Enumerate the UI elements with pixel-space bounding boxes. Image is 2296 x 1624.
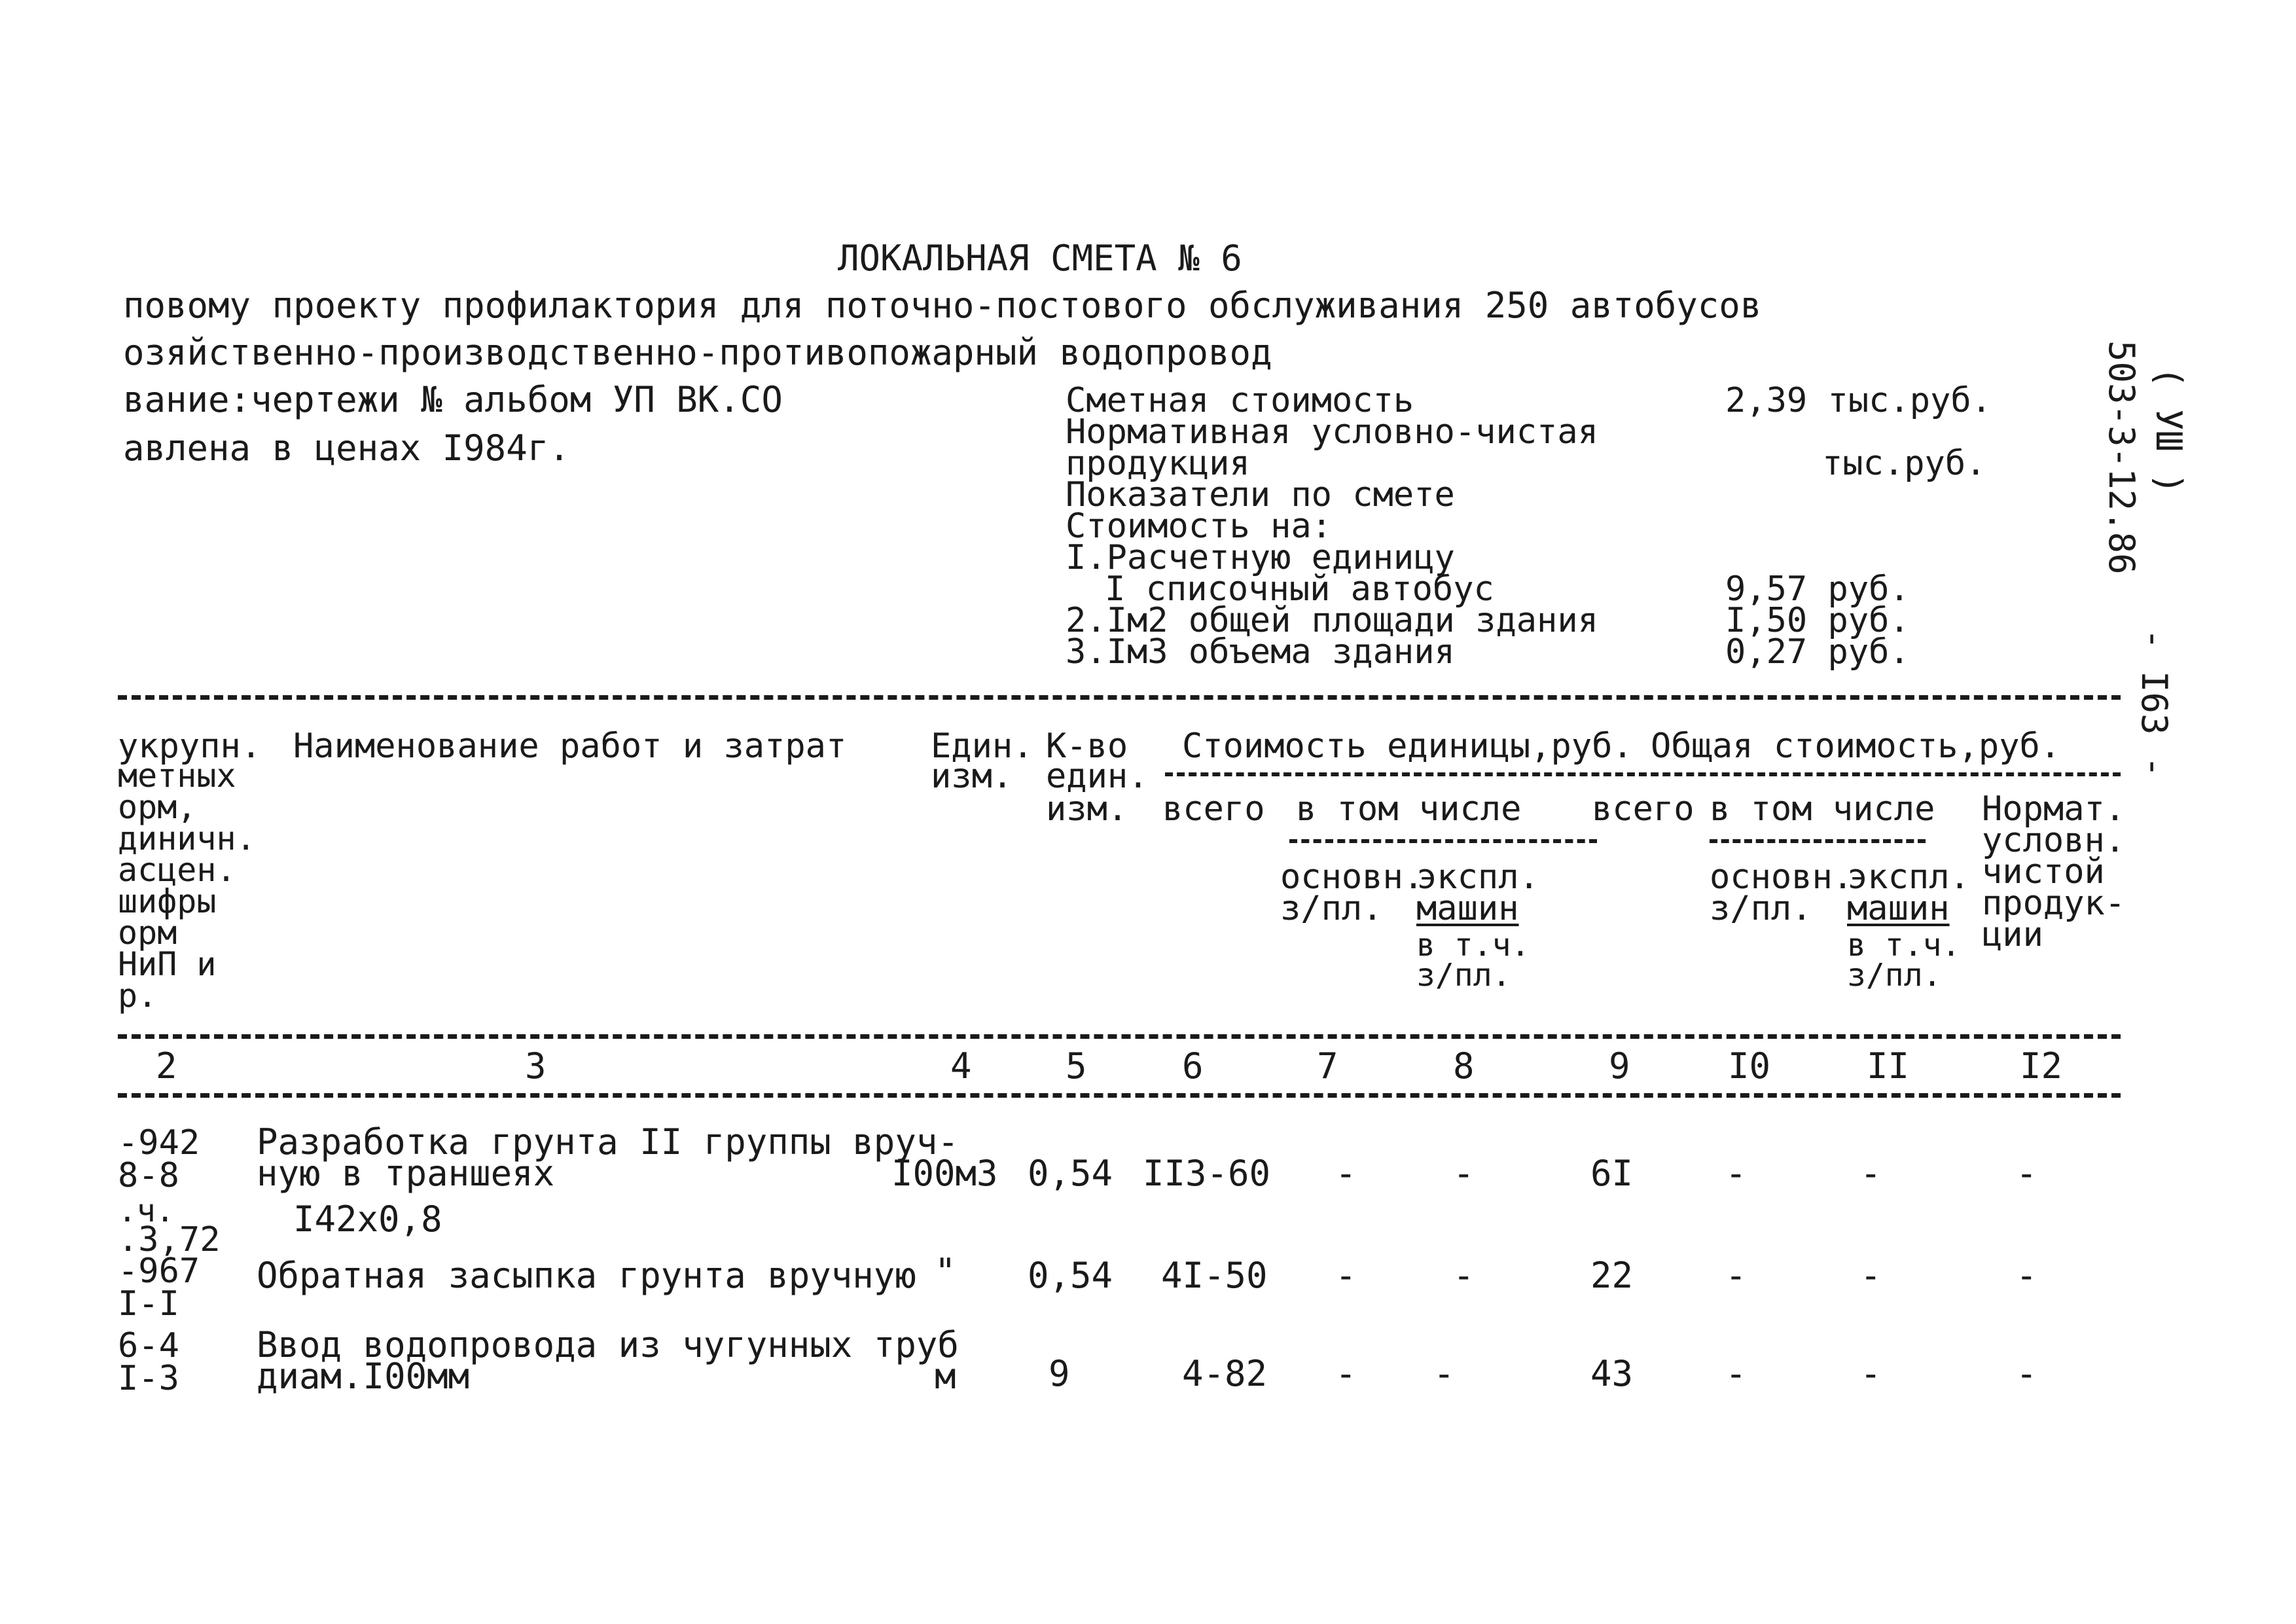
- row-total-basic: -: [1725, 1153, 1747, 1194]
- unit1-label: I.Расчетную единицу: [1066, 538, 1455, 577]
- cost-label: Сметная стоимость: [1066, 381, 1414, 420]
- row-unit-total: 4-82: [1182, 1353, 1268, 1394]
- row-qty: 0,54: [1028, 1255, 1113, 1296]
- norm-label-2: продукция: [1066, 444, 1250, 483]
- row-unit-basic: -: [1335, 1255, 1357, 1296]
- col2-line: р.: [118, 977, 158, 1015]
- row-total: 43: [1590, 1353, 1634, 1394]
- unit-basic-header-b: з/пл.: [1280, 889, 1383, 928]
- col2-line: орм: [118, 914, 177, 952]
- row-code-line: 6-4: [118, 1326, 179, 1365]
- page-number: - I63 -: [2134, 628, 2175, 778]
- row-name-line: ную в траншеях: [257, 1153, 555, 1194]
- column-number: 2: [156, 1045, 177, 1087]
- unit-cost-header: Стоимость единицы,руб.: [1182, 727, 1633, 766]
- norm-label-1: Нормативная условно-чистая: [1066, 412, 1598, 452]
- row-norm: -: [2016, 1255, 2037, 1296]
- total-cost-header: Общая стоимость,руб.: [1651, 727, 2061, 766]
- norm-header-line: условн.: [1982, 821, 2126, 860]
- object-description: озяйственно-производственно-противопожарный водопровод: [123, 332, 1272, 373]
- unit1-value: 9,57 руб.: [1725, 569, 1910, 609]
- total-basic-header-b: з/пл.: [1710, 889, 1812, 928]
- column-number: 4: [950, 1045, 972, 1087]
- unit3-value: 0,27 руб.: [1725, 632, 1910, 672]
- row-unit-expl: -: [1453, 1153, 1475, 1194]
- unit-expl-header-d: з/пл.: [1416, 957, 1511, 994]
- row-code-line: -967: [118, 1252, 200, 1291]
- col2-line: НиП и: [118, 945, 217, 983]
- row-name-line: Обратная засыпка грунта вручную: [257, 1255, 916, 1296]
- total-expl-header-b: машин: [1847, 889, 1950, 928]
- total-basic-header-a: основн.: [1710, 857, 1854, 897]
- norm-header-line: Нормат.: [1982, 789, 2126, 829]
- col2-line: укрупн.: [118, 727, 262, 766]
- indicators-label: Показатели по смете: [1066, 475, 1455, 514]
- norm-header-line: ции: [1982, 915, 2043, 954]
- unit-basic-header-a: основн.: [1280, 857, 1424, 897]
- row-unit-basic: -: [1335, 1153, 1357, 1194]
- column-number: I2: [2020, 1045, 2063, 1087]
- col2-line: диничн.: [118, 820, 256, 857]
- cost-group-rule: [1165, 772, 2121, 776]
- row-unit: м: [935, 1356, 956, 1397]
- row-total: 22: [1590, 1255, 1634, 1296]
- column-number: 5: [1066, 1045, 1087, 1087]
- col5-header-a: К-во: [1046, 727, 1128, 766]
- total-incl-header: в том числе: [1710, 789, 1935, 829]
- row-total-expl: -: [1860, 1255, 1882, 1296]
- total-incl-rule: [1710, 839, 1926, 843]
- unit-expl-header-b: машин: [1416, 889, 1519, 928]
- column-number: 6: [1182, 1045, 1204, 1087]
- row-name-line: Разработка грунта II группы вруч-: [257, 1121, 959, 1163]
- norm-header-line: чистой: [1982, 852, 2105, 892]
- row-name-extra: I42х0,8: [293, 1199, 442, 1240]
- norm-value: тыс.руб.: [1822, 444, 1986, 483]
- col5-header-b: един.: [1046, 757, 1149, 796]
- row-code-line: .ч.: [118, 1193, 175, 1229]
- row-name-line: диам.I00мм: [257, 1356, 470, 1397]
- row-qty: 9: [1049, 1353, 1070, 1394]
- column-number: 8: [1453, 1045, 1475, 1087]
- col2-line: шифры: [118, 882, 217, 920]
- column-numbers-rule: [118, 1093, 2121, 1098]
- row-unit: I00м3: [891, 1153, 998, 1194]
- row-unit: ": [935, 1251, 956, 1292]
- basis-line: вание:чертежи № альбом УП ВК.СО: [123, 379, 783, 420]
- price-level-line: авлена в ценах I984г.: [123, 427, 570, 469]
- project-code: ( УШ ): [2148, 367, 2189, 495]
- row-unit-expl: -: [1453, 1255, 1475, 1296]
- row-total-expl: -: [1860, 1153, 1882, 1194]
- row-code-line: I-3: [118, 1359, 179, 1398]
- row-total-basic: -: [1725, 1353, 1747, 1394]
- total-total-header: всего: [1592, 789, 1695, 829]
- table-top-rule: [118, 695, 2121, 700]
- cost-per-label: Стоимость на:: [1066, 507, 1332, 546]
- total-expl-header-d: з/пл.: [1847, 957, 1942, 994]
- unit-total-header: всего: [1162, 789, 1265, 829]
- unit-incl-header: в том числе: [1296, 789, 1522, 829]
- unit2-label: 2.Iм2 общей площади здания: [1066, 601, 1598, 640]
- row-unit-basic: -: [1335, 1353, 1357, 1394]
- row-total-basic: -: [1725, 1255, 1747, 1296]
- row-unit-total: 4I-50: [1161, 1255, 1268, 1296]
- unit-expl-header-c: в т.ч.: [1416, 927, 1530, 964]
- total-expl-header-a: экспл.: [1847, 857, 1970, 897]
- unit1-sublabel: I списочный автобус: [1105, 569, 1494, 609]
- row-unit-expl: -: [1433, 1353, 1455, 1394]
- col5-header-c: изм.: [1046, 789, 1128, 829]
- row-code-line: .3,72: [118, 1220, 221, 1259]
- row-unit-total: II3-60: [1143, 1153, 1271, 1194]
- unit-incl-rule: [1289, 839, 1597, 843]
- header-bottom-rule: [118, 1034, 2121, 1039]
- project-number: 503-3-12.86: [2101, 340, 2142, 575]
- row-total: 6I: [1590, 1153, 1634, 1194]
- row-code-line: -942: [118, 1123, 200, 1163]
- row-name-line: Ввод водопровода из чугунных труб: [257, 1324, 959, 1365]
- unit-expl-header-a: экспл.: [1416, 857, 1539, 897]
- row-total-expl: -: [1860, 1353, 1882, 1394]
- col3-header: Наименование работ и затрат: [293, 727, 847, 766]
- total-expl-header-c: в т.ч.: [1847, 927, 1961, 964]
- col2-line: орм,: [118, 788, 197, 826]
- cost-value: 2,39 тыс.руб.: [1725, 381, 1992, 420]
- row-qty: 0,54: [1028, 1153, 1113, 1194]
- col4-header-b: изм.: [931, 757, 1013, 796]
- norm-header-line: продук-: [1982, 884, 2126, 923]
- unit3-label: 3.Iм3 объема здания: [1066, 632, 1455, 672]
- column-number: II: [1867, 1045, 1910, 1087]
- column-number: 7: [1317, 1045, 1338, 1087]
- row-norm: -: [2016, 1153, 2037, 1194]
- row-norm: -: [2016, 1353, 2037, 1394]
- column-number: I0: [1728, 1045, 1771, 1087]
- unit2-value: I,50 руб.: [1725, 601, 1910, 640]
- col4-header-a: Един.: [931, 727, 1033, 766]
- column-number: 3: [525, 1045, 547, 1087]
- row-code-line: 8-8: [118, 1156, 179, 1195]
- col2-line: метных: [118, 757, 236, 795]
- col2-line: асцен.: [118, 851, 236, 889]
- row-code-line: I-I: [118, 1284, 179, 1324]
- column-number: 9: [1609, 1045, 1630, 1087]
- estimate-title: ЛОКАЛЬНАЯ СМЕТА № 6: [838, 238, 1242, 279]
- project-description: повому проекту профилактория для поточно-постового обслуживания 250 автобусов: [123, 285, 1762, 326]
